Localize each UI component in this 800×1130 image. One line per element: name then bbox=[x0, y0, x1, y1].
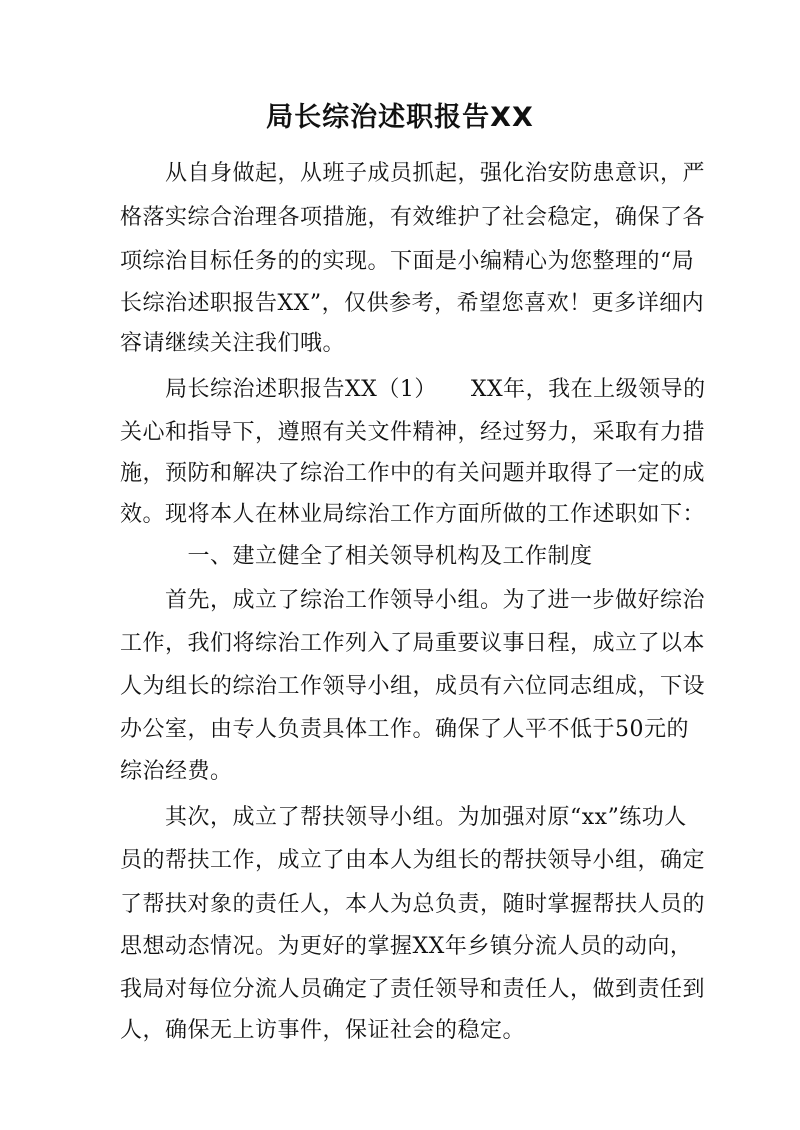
text-line: 工作，我们将综治工作列入了局重要议事日程，成立了以本 bbox=[120, 631, 706, 656]
text-line: 容请继续关注我们哦。 bbox=[120, 331, 346, 356]
text-line: 格落实综合治理各项措施，有效维护了社会稳定，确保了各 bbox=[120, 205, 706, 230]
text-line: 局长综治述职报告XX（1） XX年，我在上级领导的 bbox=[120, 377, 706, 402]
text-line: 思想动态情况。为更好的掌握XX年乡镇分流人员的动向， bbox=[120, 934, 693, 959]
section-heading: 一、建立健全了相关领导机构及工作制度 bbox=[120, 544, 593, 569]
text-line: 首先，成立了综治工作领导小组。为了进一步做好综治 bbox=[120, 588, 706, 613]
text-line: 办公室，由专人负责具体工作。确保了人平不低于50元的 bbox=[120, 717, 689, 742]
text-line: 人为组长的综治工作领导小组，成员有六位同志组成，下设 bbox=[120, 674, 706, 699]
text-line: 员的帮扶工作，成立了由本人为组长的帮扶领导小组，确定 bbox=[120, 848, 706, 873]
text-line: 项综治目标任务的的实现。下面是小编精心为您整理的“局 bbox=[120, 249, 695, 274]
text-line: 从自身做起，从班子成员抓起，强化治安防患意识，严 bbox=[120, 161, 706, 186]
text-line: 人，确保无上访事件，保证社会的稳定。 bbox=[120, 1018, 526, 1043]
text-line: 了帮扶对象的责任人，本人为总负责，随时掌握帮扶人员的 bbox=[120, 892, 706, 917]
text-line: 长综治述职报告XX”，仅供参考，希望您喜欢！更多详细内 bbox=[120, 291, 705, 316]
text-line: 综治经费。 bbox=[120, 759, 233, 784]
text-line: 我局对每位分流人员确定了责任领导和责任人，做到责任到 bbox=[120, 977, 706, 1002]
text-line: 效。现将本人在林业局综治工作方面所做的工作述职如下： bbox=[120, 502, 706, 527]
document-title: 局长综治述职报告XX bbox=[266, 102, 534, 133]
text-line: 其次，成立了帮扶领导小组。为加强对原“xx”练功人 bbox=[120, 805, 687, 830]
text-line: 关心和指导下，遵照有关文件精神，经过努力，采取有力措 bbox=[120, 420, 706, 445]
text-line: 施，预防和解决了综治工作中的有关问题并取得了一定的成 bbox=[120, 461, 706, 486]
